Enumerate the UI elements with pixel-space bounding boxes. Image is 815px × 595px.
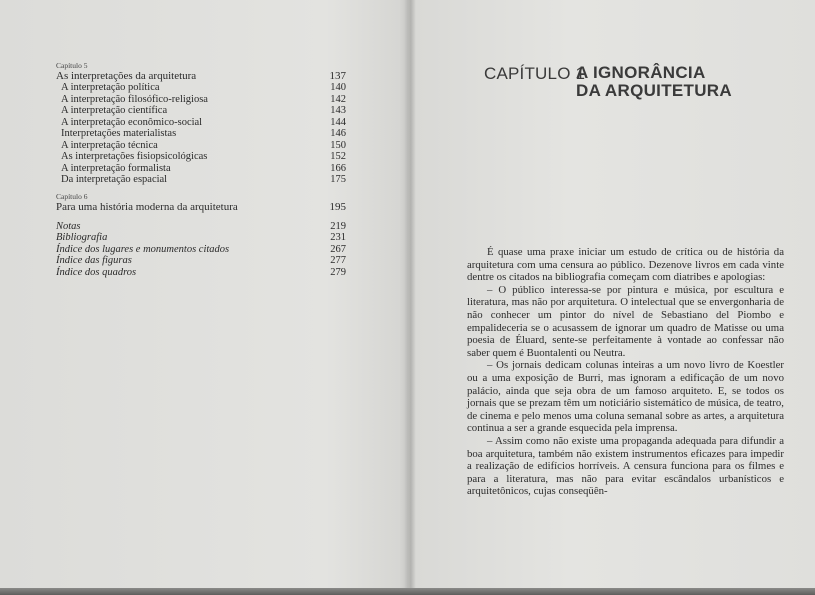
toc-entry-title: As interpretações da arquitetura: [56, 70, 197, 82]
toc-page-number: 146: [330, 128, 346, 139]
chapter-title-line: A IGNORÂNCIA: [576, 63, 706, 82]
toc-appendix-entry: [56, 232, 346, 244]
toc-page-number: 219: [330, 220, 346, 232]
paragraph: – O público interessa-se por pintura e música, por escultura e literatura, mas não por arquitetura. O intelectual que se envergonharia de não conhecer um pintor do nível de Sebastiano del Piombo e empalideceria se o acusassem de ignorar um quadro de Matisse ou uma poesia de Éluard, sente-se perfeitamente à vontade ao confessar não saber quem é Buontalenti ou Neutra.: [467, 283, 784, 359]
chapter-title-line: DA ARQUITETURA: [576, 81, 732, 100]
toc-page-number: 166: [330, 162, 346, 174]
toc-entry-title: Bibliografia: [56, 232, 108, 243]
toc-entry-title: A interpretação política: [61, 82, 160, 93]
toc-entry-title: Índice dos quadros: [56, 266, 137, 278]
toc-entry: [56, 94, 346, 106]
chapter-6-label: Capítulo 6: [56, 191, 88, 201]
toc-appendix-entry: [56, 244, 346, 256]
toc-entry-title: Da interpretação espacial: [61, 174, 168, 185]
toc-entry-title: A interpretação científica: [61, 105, 168, 116]
paragraph: É quase uma praxe iniciar um estudo de crítica ou de história da arquitetura com uma censura ao público. Dezenove livros em cada vinte dentre os citados na bibliografia começam com diatribes e apologias:: [467, 246, 784, 284]
toc-page-number: 152: [330, 151, 346, 162]
chapter-body-text: [467, 246, 784, 498]
toc-entry: [56, 163, 346, 175]
toc-appendix-entry: [56, 255, 346, 267]
toc-entry-title: Índice dos lugares e monumentos citados: [56, 243, 230, 255]
chapter-number-label: CAPÍTULO 1: [484, 64, 586, 83]
toc-page-number: 267: [330, 243, 346, 255]
toc-appendix-entry: [56, 267, 346, 279]
toc-page-number: 277: [330, 255, 346, 266]
toc-appendix-entry: [56, 221, 346, 233]
toc-entry: [56, 151, 346, 163]
page-bottom-edge: [0, 588, 815, 595]
chapter-5-label: Capítulo 5: [56, 61, 88, 70]
toc-page-number: 144: [330, 116, 346, 128]
toc-entry-title: Índice das figuras: [56, 255, 132, 266]
paragraph: – Os jornais dedicam colunas inteiras a um novo livro de Koestler ou a uma exposição de Burri, mas ignoram a edificação de um novo palácio, ainda que seja obra de um famoso arquiteto. E, se todos os jornais que se prezam têm um noticiário sistemático de música, de teatro, de cinema e pelo menos uma coluna semanal sobre as artes, a arquitetura continua a ser a grande esquecida pela imprensa.: [467, 359, 784, 435]
toc-entry: [56, 140, 346, 152]
table-of-contents: [56, 61, 346, 278]
toc-entry-title: Interpretações materialistas: [61, 128, 177, 139]
toc-entry: [56, 105, 346, 117]
toc-entry-title: A interpretação técnica: [61, 139, 158, 151]
toc-page-number: 195: [329, 200, 346, 213]
toc-page-number: 279: [330, 266, 346, 278]
toc-entry-title: Notas: [56, 220, 81, 232]
toc-entry-title: A interpretação econômico-social: [61, 116, 203, 128]
toc-entry-title: A interpretação formalista: [61, 162, 171, 174]
toc-entry-title: Para uma história moderna da arquitetura: [56, 200, 238, 213]
toc-entry-title: As interpretações fisiopsicológicas: [61, 151, 208, 162]
toc-entry: [56, 82, 346, 94]
chapter-title: [576, 64, 756, 100]
toc-page-number: 137: [329, 70, 346, 82]
toc-entry-title: A interpretação filosófico-religiosa: [61, 93, 208, 105]
toc-page-number: 142: [330, 93, 346, 105]
toc-entry: [56, 174, 346, 186]
toc-entry: [56, 117, 346, 129]
toc-page-number: 140: [330, 82, 346, 93]
toc-entry: [56, 128, 346, 140]
toc-page-number: 175: [330, 174, 346, 185]
paragraph: – Assim como não existe uma propaganda adequada para difundir a boa arquitetura, também não existem instrumentos eficazes para impedir a realização de edifícios horríveis. A censura funciona para os filmes e para a literatura, mas não para evitar escândalos urbanísticos e arquitetônicos, cujas conseqüên-: [467, 434, 784, 498]
toc-chapter-5: [56, 70, 346, 82]
toc-page-number: 231: [330, 232, 346, 243]
toc-page-number: 150: [330, 139, 346, 151]
toc-page-number: 143: [330, 105, 346, 116]
book-gutter: [404, 0, 416, 588]
toc-chapter-6: [56, 201, 346, 213]
